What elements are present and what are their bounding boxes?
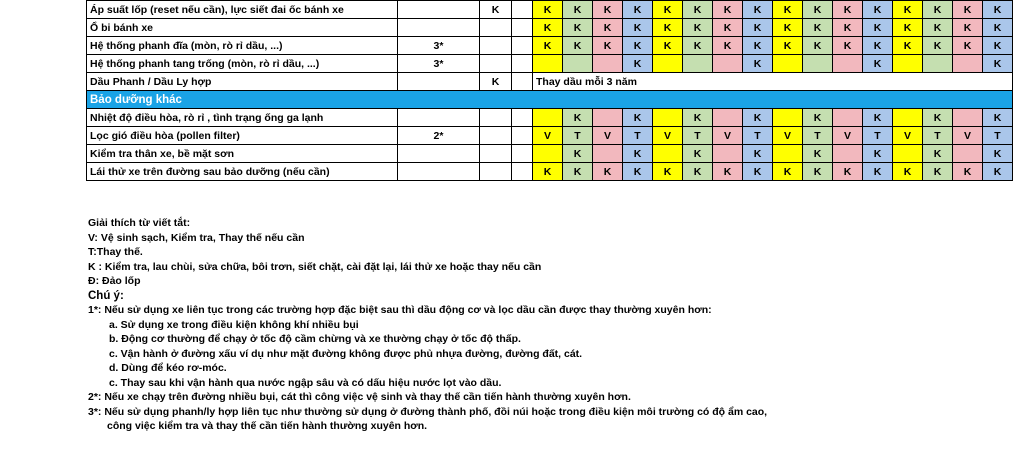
interval-cell: T: [743, 127, 773, 145]
interval-cell: [893, 55, 923, 73]
interval-cell: [773, 109, 803, 127]
interval-cell: K: [563, 1, 593, 19]
item-code: [480, 55, 512, 73]
spacer-cell: [512, 1, 533, 19]
item-code: [480, 127, 512, 145]
interval-cell: K: [563, 19, 593, 37]
interval-cell: K: [953, 19, 983, 37]
legend-k: K : Kiểm tra, lau chùi, sửa chữa, bôi trơn, siết chặt, cài đặt lại, lái thử xe hoặc thay nếu cần: [88, 260, 542, 273]
table-row: [87, 109, 1013, 127]
interval-cell: [893, 109, 923, 127]
interval-cell: V: [533, 127, 563, 145]
spacer-cell: [512, 145, 533, 163]
interval-cell: [593, 55, 623, 73]
note-1: 1*: Nếu sử dụng xe liên tục trong các trường hợp đặc biệt sau thì dầu động cơ và lọc dầu cần được thay thường xuyên hơn:: [88, 304, 712, 316]
note-3-line-2: công việc kiểm tra và thay thế cần tiến hành thường xuyên hơn.: [107, 420, 428, 432]
interval-cell: K: [533, 1, 563, 19]
spacer-cell: [512, 19, 533, 37]
interval-cell: K: [533, 37, 563, 55]
item-note: 2*: [398, 127, 480, 145]
legend-t: T:Thay thế.: [88, 246, 143, 258]
interval-cell: K: [533, 163, 563, 181]
interval-cell: [683, 55, 713, 73]
interval-cell: K: [863, 37, 893, 55]
interval-cell: T: [863, 127, 893, 145]
legend-v: V: Vệ sinh sạch, Kiểm tra, Thay thế nếu cần: [88, 231, 305, 244]
item-code: [480, 37, 512, 55]
interval-cell: K: [833, 1, 863, 19]
interval-cell: [893, 145, 923, 163]
notes-section: [88, 216, 767, 434]
legend-title: Giải thích từ viết tắt:: [88, 217, 191, 229]
interval-cell: V: [593, 127, 623, 145]
interval-cell: K: [653, 19, 683, 37]
maintenance-schedule-table: [86, 0, 1013, 181]
interval-cell: K: [623, 37, 653, 55]
interval-cell: K: [773, 37, 803, 55]
interval-cell: K: [713, 163, 743, 181]
interval-cell: T: [923, 127, 953, 145]
interval-cell: K: [743, 109, 773, 127]
interval-cell: K: [713, 19, 743, 37]
interval-cell: K: [563, 109, 593, 127]
interval-cell: [773, 55, 803, 73]
interval-cell: K: [653, 1, 683, 19]
item-note: [398, 1, 480, 19]
table-row: [87, 37, 1013, 55]
note-3-line-1: 3*: Nếu sử dụng phanh/ly hợp liên tục như thường sử dụng ở đường thành phố, đồi núi hoặc trong điều kiện môi trường có độ ẩm cao,: [88, 405, 768, 418]
interval-cell: K: [713, 1, 743, 19]
item-name: Nhiệt độ điều hòa, rò rỉ , tình trạng ống ga lạnh: [87, 109, 398, 127]
note-1-item-e: c. Thay sau khi vận hành qua nước ngập sâu và có dấu hiệu nước lọt vào dầu.: [109, 376, 502, 389]
note-1-item-c: c. Vận hành ở đường xấu ví dụ như mặt đường không được phủ nhựa đường, đường đất, cát.: [109, 347, 583, 360]
item-note: [398, 19, 480, 37]
table-row: [87, 19, 1013, 37]
interval-cell: K: [713, 37, 743, 55]
interval-cell: [653, 55, 683, 73]
interval-cell: [953, 55, 983, 73]
spacer-cell: [512, 55, 533, 73]
interval-cell: K: [833, 19, 863, 37]
interval-cell: K: [623, 163, 653, 181]
item-note: [398, 145, 480, 163]
interval-cell: K: [593, 19, 623, 37]
item-note: [398, 163, 480, 181]
interval-cell: K: [953, 163, 983, 181]
interval-cell: K: [893, 19, 923, 37]
interval-cell: K: [563, 145, 593, 163]
interval-cell: [713, 55, 743, 73]
interval-cell: [953, 109, 983, 127]
interval-cell: K: [893, 1, 923, 19]
item-code: K: [480, 1, 512, 19]
interval-cell: K: [593, 37, 623, 55]
spacer-cell: [512, 109, 533, 127]
interval-cell: K: [923, 37, 953, 55]
interval-cell: V: [713, 127, 743, 145]
interval-cell: K: [533, 19, 563, 37]
note-title: Chú ý:: [88, 289, 124, 302]
table-row: [87, 145, 1013, 163]
interval-cell: K: [773, 1, 803, 19]
spacer-cell: [512, 73, 533, 91]
item-note: 3*: [398, 37, 480, 55]
interval-cell: K: [833, 37, 863, 55]
interval-cell: K: [653, 163, 683, 181]
interval-cell: K: [983, 55, 1013, 73]
interval-cell: K: [863, 163, 893, 181]
table-row: [87, 127, 1013, 145]
spacer-cell: [512, 163, 533, 181]
interval-cell: K: [743, 145, 773, 163]
interval-cell: [713, 145, 743, 163]
item-name: Kiểm tra thân xe, bề mặt sơn: [87, 145, 398, 163]
table-row: [87, 55, 1013, 73]
table-row: [87, 1, 1013, 19]
interval-cell: K: [743, 37, 773, 55]
interval-cell: [833, 109, 863, 127]
interval-cell: K: [683, 109, 713, 127]
interval-cell: [653, 145, 683, 163]
interval-cell: K: [683, 163, 713, 181]
item-code: K: [480, 73, 512, 91]
interval-cell: K: [923, 145, 953, 163]
interval-cell: K: [803, 37, 833, 55]
item-name: Lái thử xe trên đường sau bảo dưỡng (nếu cần): [87, 163, 398, 181]
interval-cell: K: [893, 163, 923, 181]
interval-cell: [833, 55, 863, 73]
legend-d: Đ: Đảo lốp: [88, 275, 141, 287]
note-1-item-a: a. Sử dụng xe trong điều kiện không khí nhiều bụi: [109, 318, 359, 331]
interval-cell: K: [953, 1, 983, 19]
interval-cell: K: [803, 163, 833, 181]
interval-cell: K: [983, 19, 1013, 37]
interval-cell: K: [743, 55, 773, 73]
item-name: Hệ thống phanh tang trống (mòn, rò rỉ dầu, ...): [87, 55, 398, 73]
interval-cell: K: [563, 163, 593, 181]
interval-cell: K: [563, 37, 593, 55]
interval-cell: K: [953, 37, 983, 55]
item-name: Áp suất lốp (reset nếu cần), lực siết đai ốc bánh xe: [87, 1, 398, 19]
interval-cell: K: [983, 109, 1013, 127]
item-code: [480, 145, 512, 163]
interval-cell: [563, 55, 593, 73]
item-code: [480, 109, 512, 127]
interval-cell: K: [683, 1, 713, 19]
interval-cell: K: [623, 109, 653, 127]
note-1-item-d: d. Dùng để kéo rơ-móc.: [109, 362, 227, 374]
interval-cell: K: [623, 145, 653, 163]
interval-cell: K: [593, 1, 623, 19]
interval-cell: K: [893, 37, 923, 55]
item-name: Dầu Phanh / Dầu Ly hợp: [87, 73, 398, 91]
interval-cell: K: [743, 163, 773, 181]
interval-cell: [803, 55, 833, 73]
interval-cell: K: [863, 145, 893, 163]
section-title: Bảo dưỡng khác: [87, 91, 1013, 109]
item-note: [398, 73, 480, 91]
interval-cell: K: [623, 1, 653, 19]
interval-cell: [593, 109, 623, 127]
interval-cell: V: [653, 127, 683, 145]
interval-cell: K: [773, 163, 803, 181]
spacer-cell: [512, 37, 533, 55]
note-2: 2*: Nếu xe chạy trên đường nhiều bụi, cát thì công việc vệ sinh và thay thế cần tiến hành thường xuyên hơn.: [88, 391, 631, 403]
item-note: 3*: [398, 55, 480, 73]
interval-cell: K: [683, 19, 713, 37]
item-name: Hệ thống phanh đĩa (mòn, rò rỉ dầu, ...): [87, 37, 398, 55]
interval-cell: K: [983, 163, 1013, 181]
interval-cell: V: [833, 127, 863, 145]
interval-cell: K: [923, 109, 953, 127]
interval-cell: [593, 145, 623, 163]
interval-cell: K: [593, 163, 623, 181]
item-name: Ổ bi bánh xe: [87, 19, 398, 37]
interval-cell: K: [623, 55, 653, 73]
item-note: [398, 109, 480, 127]
interval-cell: K: [623, 19, 653, 37]
interval-cell: T: [983, 127, 1013, 145]
item-name: Lọc gió điều hòa (pollen filter): [87, 127, 398, 145]
interval-cell: K: [743, 19, 773, 37]
spacer-cell: [512, 127, 533, 145]
interval-cell: K: [863, 19, 893, 37]
interval-cell: K: [983, 37, 1013, 55]
interval-cell: T: [683, 127, 713, 145]
interval-cell: K: [833, 163, 863, 181]
interval-cell: K: [683, 37, 713, 55]
interval-cell: K: [923, 163, 953, 181]
interval-cell: [713, 109, 743, 127]
interval-cell: K: [863, 1, 893, 19]
interval-cell: K: [773, 19, 803, 37]
interval-cell: K: [923, 19, 953, 37]
interval-cell: K: [863, 109, 893, 127]
interval-cell: K: [983, 1, 1013, 19]
interval-cell: T: [803, 127, 833, 145]
interval-cell: [953, 145, 983, 163]
interval-cell: V: [953, 127, 983, 145]
table-row: [87, 73, 1013, 91]
interval-cell: K: [653, 37, 683, 55]
item-code: [480, 163, 512, 181]
interval-cell: T: [563, 127, 593, 145]
interval-cell: K: [743, 1, 773, 19]
interval-cell: K: [863, 55, 893, 73]
note-1-item-b: b. Động cơ thường để chạy ở tốc độ cầm chừng và xe thường chạy ở tốc độ thấp.: [109, 333, 521, 345]
interval-cell: K: [803, 109, 833, 127]
table-row: [87, 163, 1013, 181]
interval-cell: [923, 55, 953, 73]
interval-cell: K: [803, 1, 833, 19]
interval-cell: [533, 109, 563, 127]
interval-cell: K: [803, 19, 833, 37]
interval-cell: [653, 109, 683, 127]
interval-cell: K: [683, 145, 713, 163]
interval-cell: V: [893, 127, 923, 145]
span-text: Thay dầu mỗi 3 năm: [533, 73, 1013, 91]
interval-cell: T: [623, 127, 653, 145]
interval-cell: K: [923, 1, 953, 19]
interval-cell: [533, 145, 563, 163]
interval-cell: V: [773, 127, 803, 145]
interval-cell: K: [983, 145, 1013, 163]
item-code: [480, 19, 512, 37]
section-row: [87, 91, 1013, 109]
interval-cell: [833, 145, 863, 163]
interval-cell: K: [803, 145, 833, 163]
interval-cell: [773, 145, 803, 163]
interval-cell: [533, 55, 563, 73]
